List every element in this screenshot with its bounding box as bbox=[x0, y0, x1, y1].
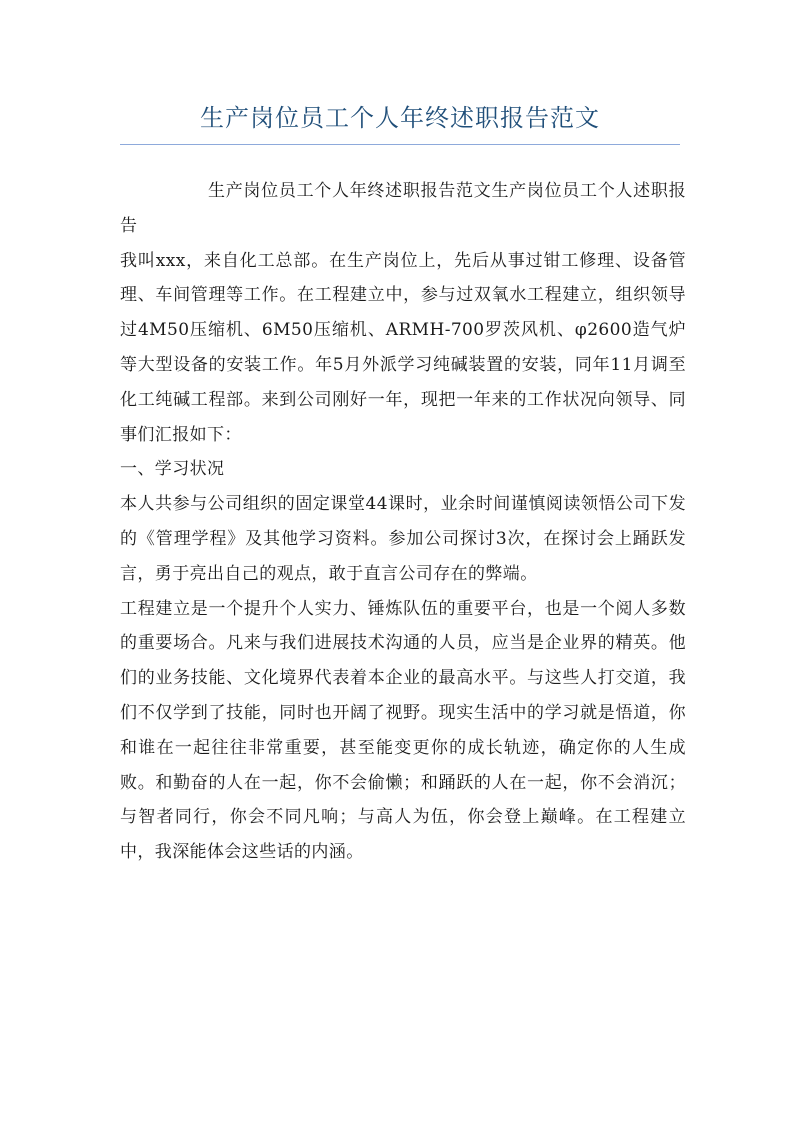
body-paragraph-intro: 我叫xxx，来自化工总部。在生产岗位上，先后从事过钳工修理、设备管理、车间管理等工作。在工程建立中，参与过双氧水工程建立，组织领导过4M50压缩机、6M50压缩机、ARMH-700罗茨风机、φ2600造气炉等大型设备的安装工作。年5月外派学习纯碱装置的安装，同年11月调至化工纯碱工程部。来到公司刚好一年，现把一年来的工作状况向领导、同事们汇报如下： bbox=[120, 250, 686, 445]
title-underline bbox=[120, 144, 680, 145]
document-body bbox=[120, 174, 686, 870]
document-title: 生产岗位员工个人年终述职报告范文 bbox=[200, 104, 600, 132]
body-paragraph-project: 工程建立是一个提升个人实力、锤炼队伍的重要平台，也是一个阅人多数的重要场合。凡来与我们进展技术沟通的人员，应当是企业界的精英。他们的业务技能、文化境界代表着本企业的最高水平。与这些人打交道，我们不仅学到了技能，同时也开阔了视野。现实生活中的学习就是悟道，你和谁在一起往往非常重要，甚至能变更你的成长轨迹，确定你的人生成败。和勤奋的人在一起，你不会偷懒；和踊跃的人在一起，你不会消沉；与智者同行，你会不同凡响；与高人为伍，你会登上巅峰。在工程建立中，我深能体会这些话的内涵。 bbox=[120, 598, 686, 863]
body-paragraph-study: 本人共参与公司组织的固定课堂44课时，业余时间谨慎阅读领悟公司下发的《管理学程》及其他学习资料。参加公司探讨3次，在探讨会上踊跃发言，勇于亮出自己的观点，敢于直言公司存在的弊端。 bbox=[120, 494, 686, 584]
section-heading-study: 一、学习状况 bbox=[120, 459, 225, 480]
body-paragraph-heading: 生产岗位员工个人年终述职报告范文生产岗位员工个人述职报告 bbox=[120, 181, 686, 236]
